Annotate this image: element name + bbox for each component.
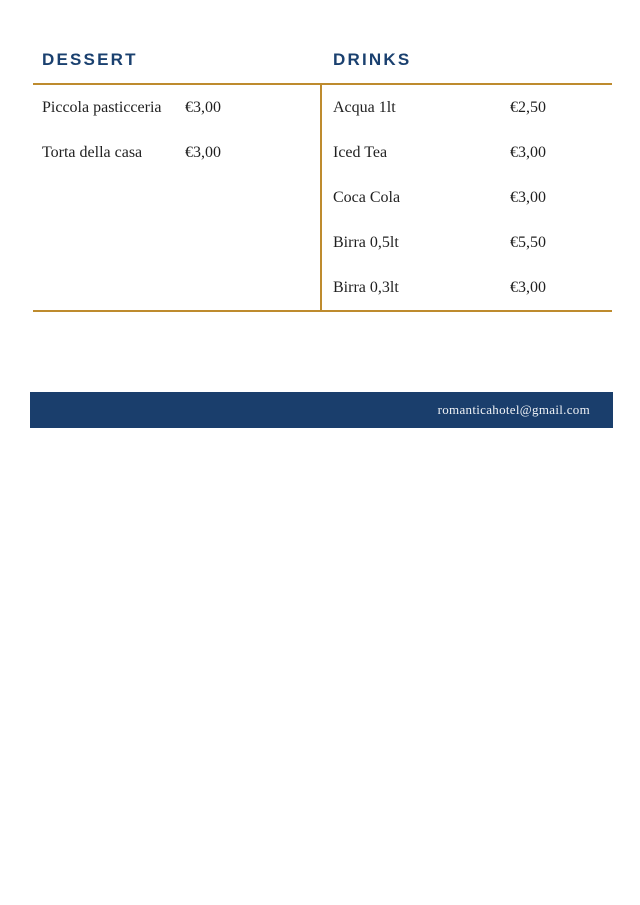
item-price: €3,00 — [510, 188, 546, 206]
menu-item-row — [322, 265, 612, 310]
item-name: Iced Tea — [333, 143, 388, 161]
menu-item-row — [322, 220, 612, 265]
item-price: €3,00 — [185, 143, 221, 161]
item-name: Birra 0,3lt — [333, 278, 399, 296]
menu-item-row — [322, 175, 612, 220]
drinks-column — [322, 85, 612, 310]
menu-item-row — [33, 85, 320, 130]
footer-bar — [30, 392, 613, 428]
menu-item-row — [33, 130, 320, 175]
item-name: Acqua 1lt — [333, 98, 396, 116]
item-price: €2,50 — [510, 98, 546, 116]
item-price: €3,00 — [510, 278, 546, 296]
section-title-drinks: DRINKS — [333, 50, 412, 69]
footer-email: romanticahotel@gmail.com — [437, 402, 590, 417]
item-name: Coca Cola — [333, 188, 401, 206]
item-price: €3,00 — [185, 98, 221, 116]
item-name: Torta della casa — [42, 143, 143, 161]
item-price: €3,00 — [510, 143, 546, 161]
item-price: €5,50 — [510, 233, 546, 251]
menu-item-row — [322, 85, 612, 130]
menu-table — [33, 83, 612, 312]
item-name: Piccola pasticceria — [42, 98, 162, 116]
menu-item-row — [322, 130, 612, 175]
section-title-dessert: DESSERT — [42, 50, 138, 69]
dessert-column — [33, 85, 320, 310]
item-name: Birra 0,5lt — [333, 233, 399, 251]
